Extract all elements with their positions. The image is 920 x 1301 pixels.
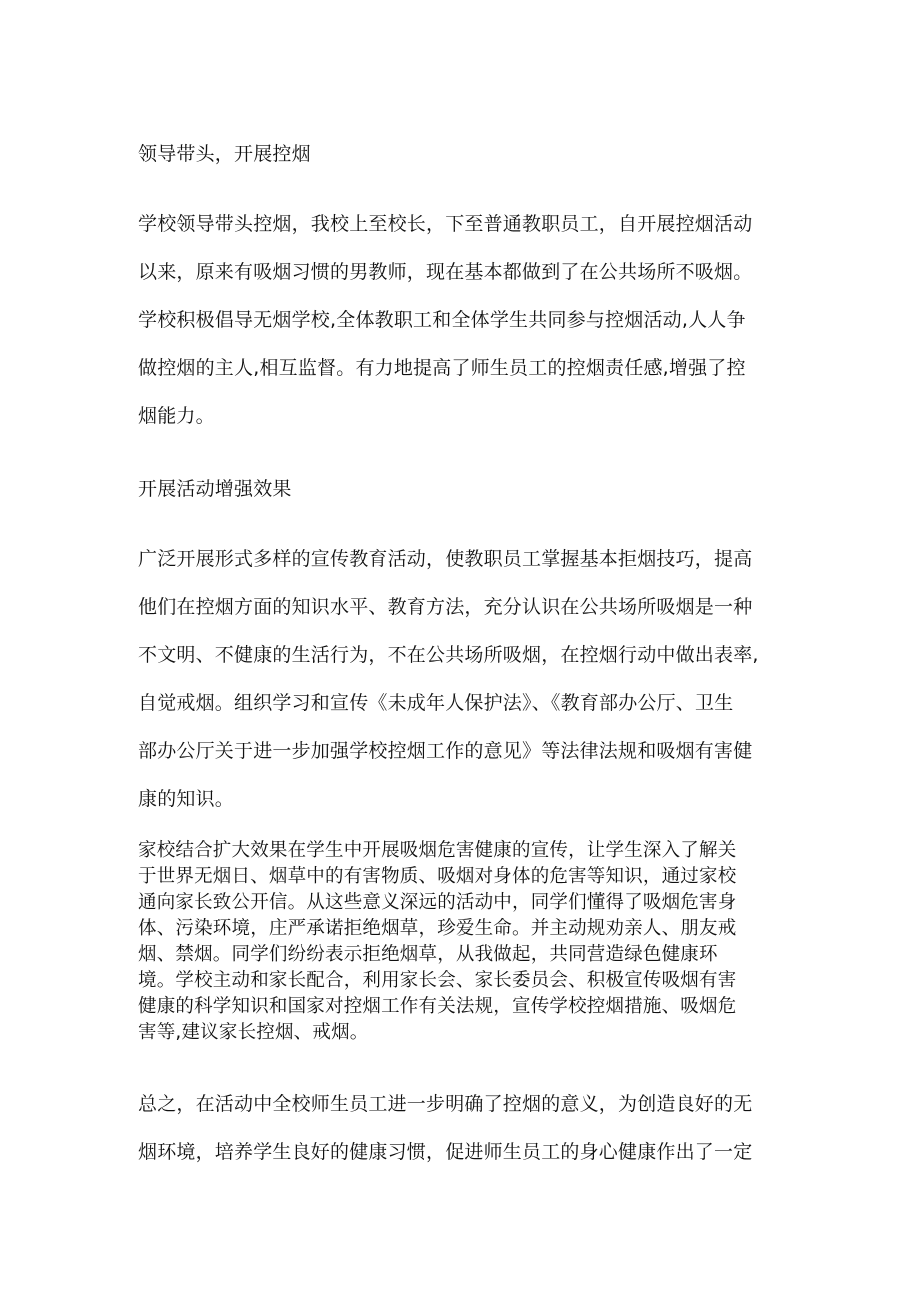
paragraph-line: 烟环境，培养学生良好的健康习惯，促进师生员工的身心健康作出了一定 — [138, 1141, 753, 1163]
paragraph-line: 烟、禁烟。同学们纷纷表示拒绝烟草，从我做起，共同营造绿色健康环 — [138, 944, 718, 965]
paragraph-line: 烟能力。 — [138, 405, 215, 427]
paragraph-line: 做控烟的主人,相互监督。有力地提高了师生员工的控烟责任感,增强了控 — [138, 357, 746, 379]
paragraph-line: 以来，原来有吸烟习惯的男教师，现在基本都做到了在公共场所不吸烟。 — [138, 261, 753, 283]
paragraph-line: 健康的科学知识和国家对控烟工作有关法规，宣传学校控烟措施、吸烟危 — [138, 996, 737, 1017]
paragraph-line: 学校积极倡导无烟学校,全体教职工和全体学生共同参与控烟活动,人人争 — [138, 309, 746, 331]
paragraph-line: 境。学校主动和家长配合，利用家长会、家长委员会、积极宣传吸烟有害 — [138, 970, 737, 991]
paragraph-line: 学校领导带头控烟，我校上至校长，下至普通教职员工，自开展控烟活动 — [138, 213, 753, 235]
paragraph-line: 通向家长致公开信。从这些意义深远的活动中，同学们懂得了吸烟危害身 — [138, 892, 737, 913]
paragraph-line: 部办公厅关于进一步加强学校控烟工作的意见》等法律法规和吸烟有害健 — [138, 740, 753, 762]
paragraph-line: 总之，在活动中全校师生员工进一步明确了控烟的意义，为创造良好的无 — [138, 1093, 753, 1115]
paragraph-line: 他们在控烟方面的知识水平、教育方法，充分认识在公共场所吸烟是一种 — [138, 596, 753, 618]
paragraph-line: 于世界无烟日、烟草中的有害物质、吸烟对身体的危害等知识，通过家校 — [138, 866, 737, 887]
paragraph-line: 家校结合扩大效果在学生中开展吸烟危害健康的宣传，让学生深入了解关 — [138, 840, 737, 861]
paragraph-line: 自觉戒烟。组织学习和宣传《未成年人保护法》、《教育部办公厅、卫生 — [138, 692, 734, 714]
paragraph-line: 康的知识。 — [138, 788, 235, 810]
paragraph-line: 广泛开展形式多样的宣传教育活动，使教职员工掌握基本拒烟技巧，提高 — [138, 548, 753, 570]
section-heading-leadership: 领导带头，开展控烟 — [138, 143, 311, 165]
section-heading-activities: 开展活动增强效果 — [138, 478, 292, 500]
paragraph-line: 不文明、不健康的生活行为，不在公共场所吸烟，在控烟行动中做出表率, — [138, 644, 759, 666]
paragraph-line: 害等,建议家长控烟、戒烟。 — [138, 1022, 369, 1043]
paragraph-line: 体、污染环境，庄严承诺拒绝烟草，珍爱生命。并主动规劝亲人、朋友戒 — [138, 918, 737, 939]
